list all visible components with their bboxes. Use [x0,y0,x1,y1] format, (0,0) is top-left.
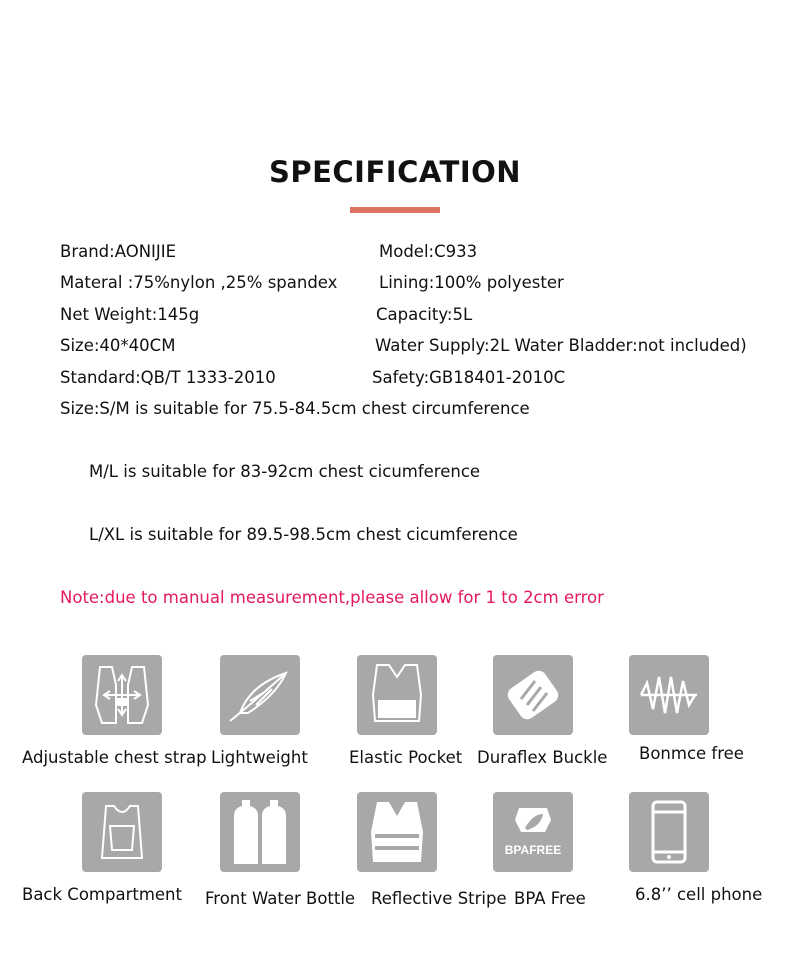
spec-capacity: Capacity:5L [376,305,473,324]
bpa-free-icon [493,792,573,872]
back-compartment-icon [82,792,162,872]
feature-label-cell-phone: 6.8’’ cell phone [635,885,763,904]
feature-label-bpa-free: BPA Free [514,889,586,908]
buckle-icon [493,655,573,735]
spec-safety: Safety:GB18401-2010C [372,368,566,387]
spec-standard: Standard:QB/T 1333-2010 [60,368,276,387]
spec-lining: Lining:100% polyester [379,273,564,292]
spec-size: Size:40*40CM [60,336,176,355]
spec-water-supply: Water Supply:2L Water Bladder:not included) [375,336,747,355]
cell-phone-icon [629,792,709,872]
feature-label-lightweight: Lightweight [211,748,308,767]
spec-model: Model:C933 [379,242,478,261]
bpa-free-icon-text: BPAFREE [504,843,562,857]
feature-label-elastic-pocket: Elastic Pocket [349,748,463,767]
spec-net-weight: Net Weight:145g [60,305,200,324]
spec-brand: Brand:AONIJIE [60,242,177,261]
page-title: SPECIFICATION [268,155,522,189]
spec-size-lxl: L/XL is suitable for 89.5-98.5cm chest cicumference [89,525,518,544]
feature-label-front-water-bottle: Front Water Bottle [205,889,356,908]
reflective-vest-icon [357,792,437,872]
measurement-note: Note:due to manual measurement,please allow for 1 to 2cm error [60,588,604,607]
feature-label-back-compartment: Back Compartment [22,885,182,904]
feature-label-bonmce-free: Bonmce free [639,744,744,763]
wave-icon [629,655,709,735]
spec-material: Materal :75%nylon ,25% spandex [60,273,338,292]
feature-label-chest-strap: Adjustable chest strap [22,748,207,767]
feather-icon [220,655,300,735]
vest-pocket-icon [357,655,437,735]
feature-label-reflective-stripe: Reflective Stripe [371,889,507,908]
feature-label-duraflex-buckle: Duraflex Buckle [477,748,608,767]
spec-size-sm: Size:S/M is suitable for 75.5-84.5cm chest circumference [60,399,530,418]
spec-size-ml: M/L is suitable for 83-92cm chest cicumference [89,462,481,481]
title-accent-bar [350,207,440,213]
chest-strap-icon [82,655,162,735]
water-bottle-icon [220,792,300,872]
